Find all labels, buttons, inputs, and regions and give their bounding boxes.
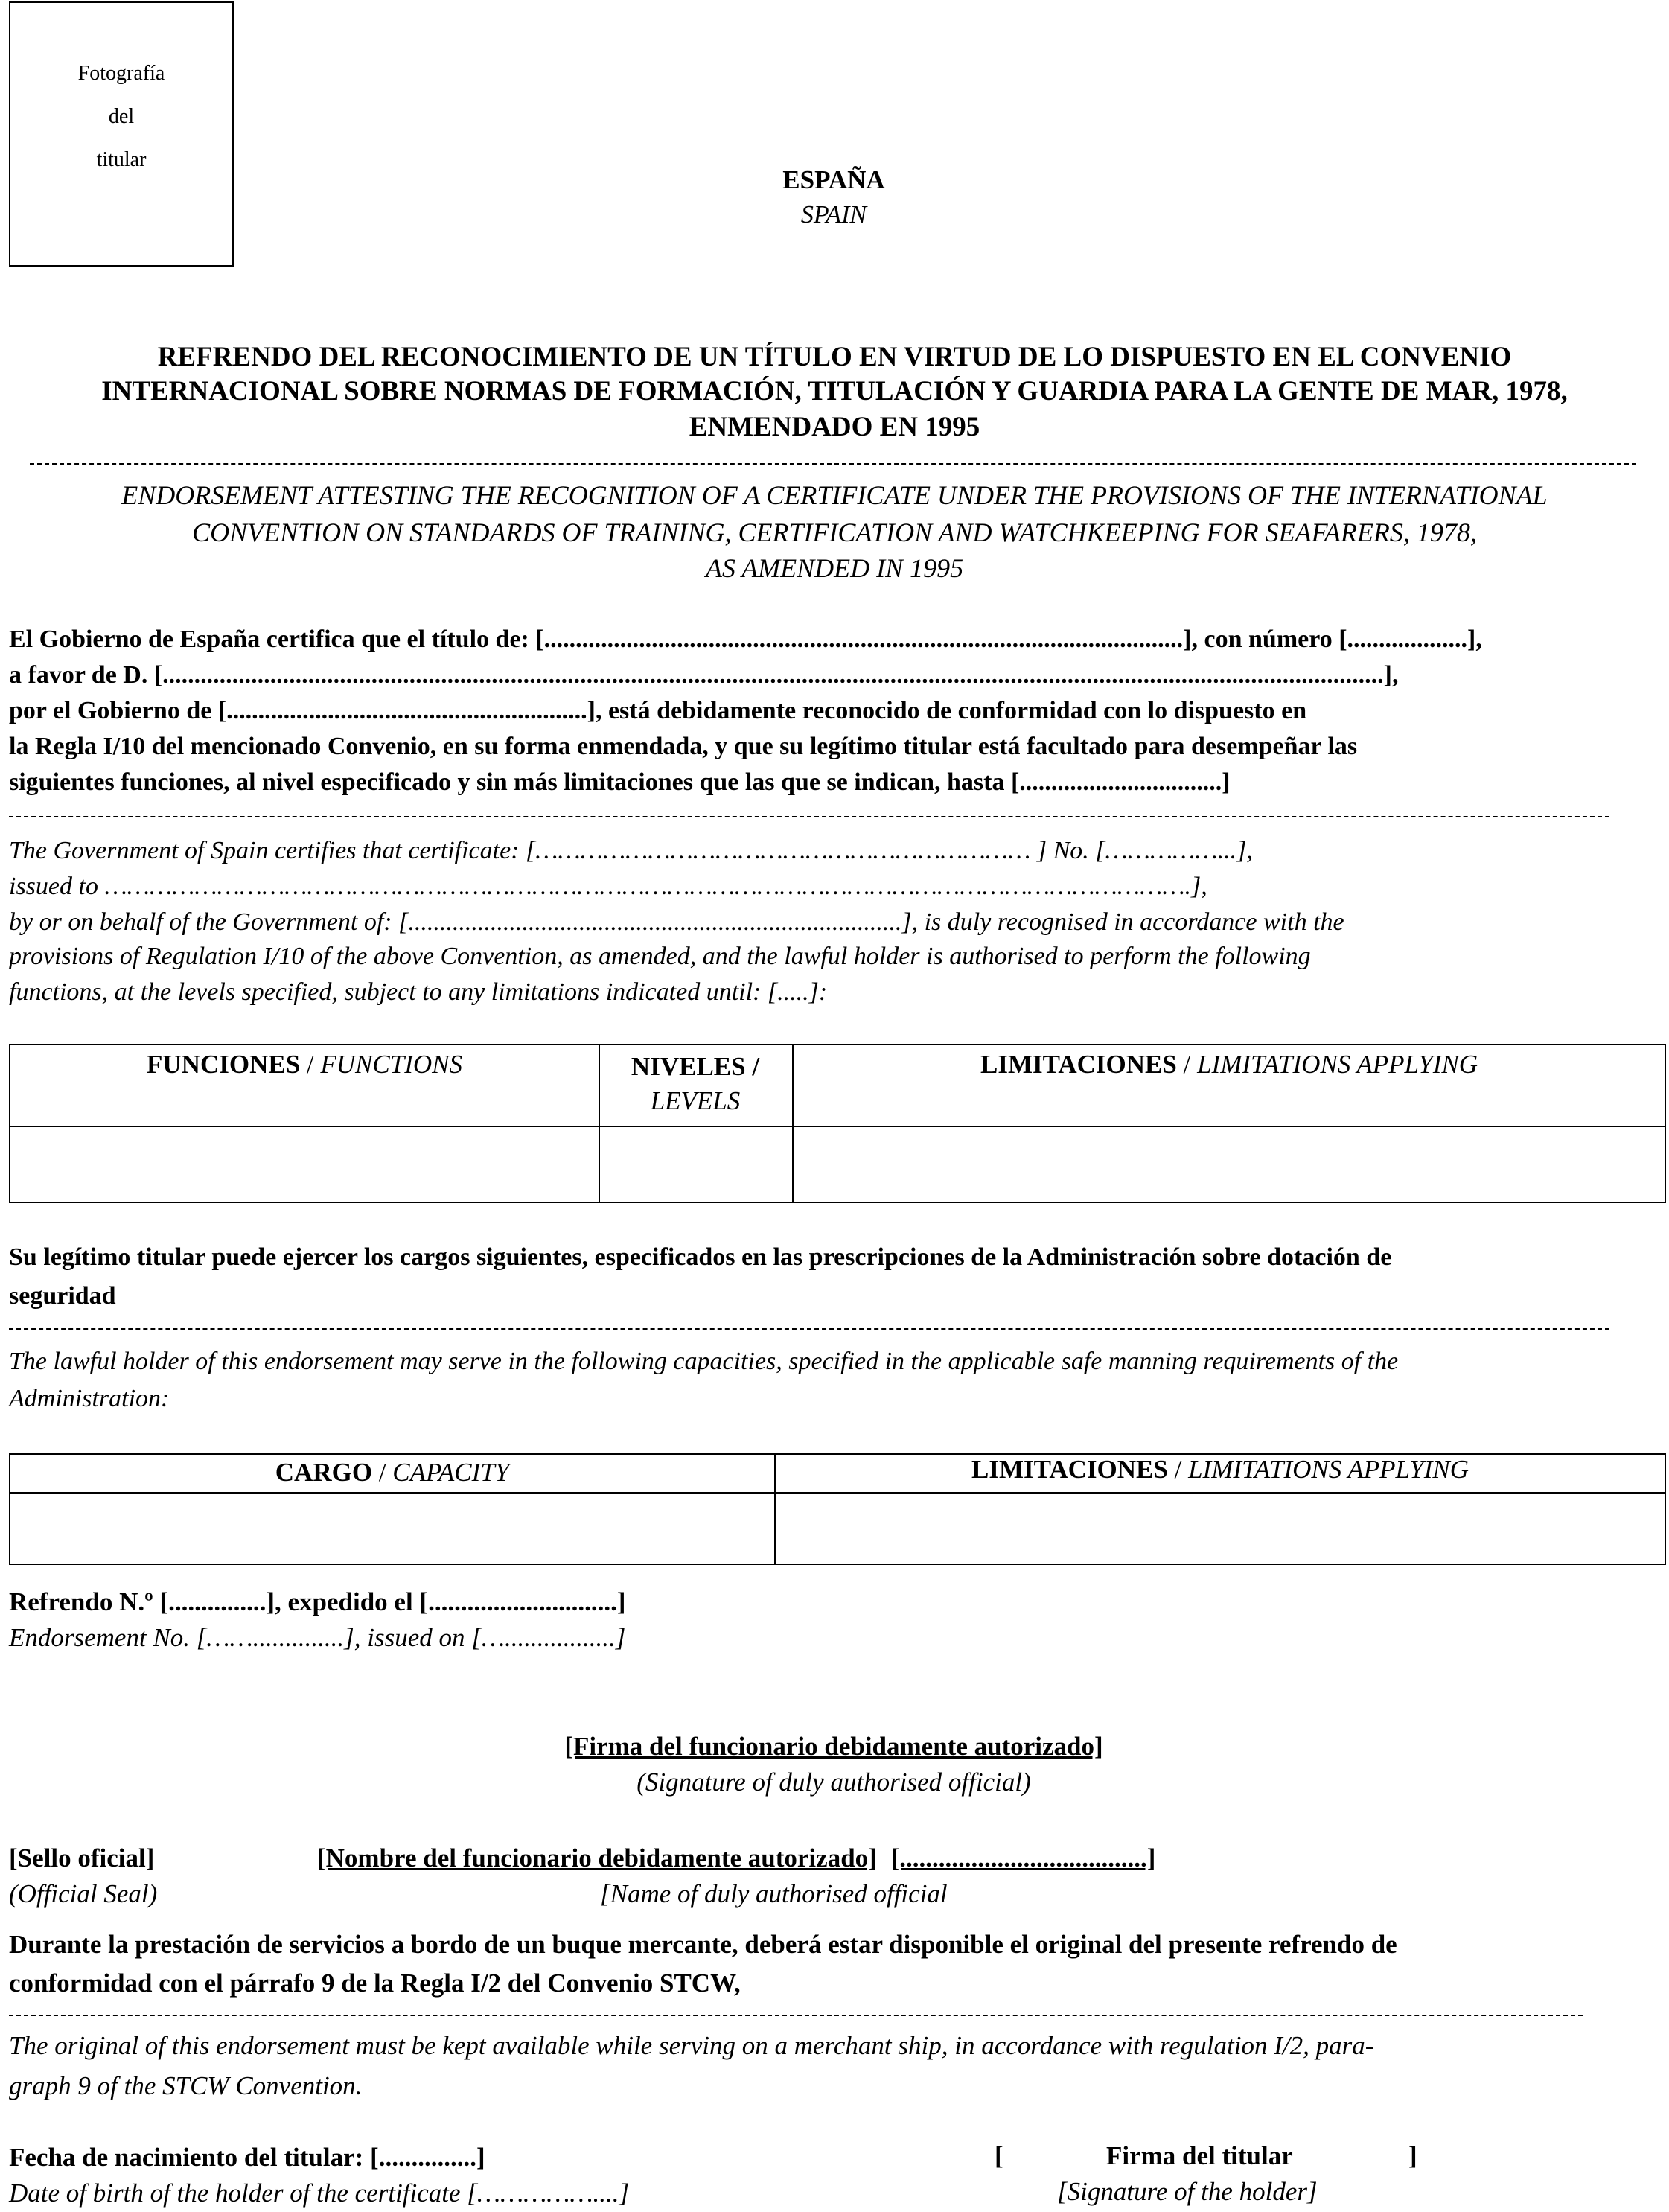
capacity-table bbox=[9, 1453, 1666, 1565]
photo-label-line2: del bbox=[108, 105, 135, 128]
capacity-limitations-header: LIMITACIONES / LIMITATIONS APPLYING bbox=[971, 1455, 1469, 1484]
divider bbox=[30, 463, 1636, 465]
notice-en-line1: The original of this endorsement must be kept available while serving on a merchant ship, in accordance with regulation I/2, para- bbox=[9, 2031, 1374, 2060]
capacity-header-en: CAPACITY bbox=[392, 1458, 510, 1487]
notice-es-line1: Durante la prestación de servicios a bordo de un buque mercante, deberá estar disponible el original del presente refrendo de bbox=[9, 1930, 1397, 1959]
holder-signature-es: Firma del titular bbox=[1106, 2141, 1293, 2170]
official-seal-en: (Official Seal) bbox=[9, 1879, 158, 1908]
cert-es-line3: por el Gobierno de [.........................................................], está debidamente reconocido de conformidad con lo dispuesto en bbox=[9, 697, 1307, 724]
capacity-limitations-header-en: LIMITATIONS APPLYING bbox=[1188, 1455, 1469, 1484]
title-es-line3: ENMENDADO EN 1995 bbox=[689, 412, 980, 442]
official-name-es: [Nombre del funcionario debidamente autorizado] [......................................] bbox=[317, 1843, 1156, 1872]
official-signature-es: [Firma del funcionario debidamente autorizado] bbox=[564, 1732, 1103, 1761]
title-en-line1: ENDORSEMENT ATTESTING THE RECOGNITION OF A CERTIFICATE UNDER THE PROVISIONS OF THE INTERNATIONAL bbox=[121, 480, 1548, 510]
divider bbox=[9, 2015, 1583, 2016]
cert-es-line4: la Regla I/10 del mencionado Convenio, en su forma enmendada, y que su legítimo titular está facultado para desempeñar las bbox=[9, 733, 1358, 760]
official-signature-en: (Signature of duly authorised official) bbox=[636, 1768, 1031, 1797]
levels-cell[interactable] bbox=[600, 1127, 791, 1202]
capacity-limitations-header-es: LIMITACIONES bbox=[971, 1455, 1168, 1484]
country-en: SPAIN bbox=[800, 201, 867, 229]
title-en-line2: CONVENTION ON STANDARDS OF TRAINING, CERTIFICATION AND WATCHKEEPING FOR SEAFARERS, 1978, bbox=[192, 517, 1477, 547]
photo-label-line1: Fotografía bbox=[77, 62, 165, 85]
photo-label-line3: titular bbox=[96, 148, 147, 171]
cert-en-line2: issued to ……………………………………………………………………………………………………………………………….], bbox=[9, 873, 1207, 900]
functions-header-en: FUNCTIONS bbox=[320, 1050, 462, 1079]
functions-header: FUNCIONES / FUNCTIONS bbox=[147, 1050, 462, 1079]
functions-cell[interactable] bbox=[12, 1127, 597, 1202]
capacity-es-line1: Su legítimo titular puede ejercer los cargos siguientes, especificados en las prescripciones de la Administración sobre dotación de bbox=[9, 1243, 1392, 1271]
limitations-header: LIMITACIONES / LIMITATIONS APPLYING bbox=[980, 1050, 1478, 1079]
levels-header-es: NIVELES / bbox=[631, 1052, 760, 1081]
holder-signature-en: [Signature of the holder] bbox=[1057, 2177, 1318, 2206]
limitations-header-en: LIMITATIONS APPLYING bbox=[1197, 1050, 1478, 1079]
capacity-header: CARGO / CAPACITY bbox=[275, 1458, 510, 1487]
cert-es-line5: siguientes funciones, al nivel especificado y sin más limitaciones que las que se indican, hasta [................................] bbox=[9, 768, 1231, 796]
capacity-en-line1: The lawful holder of this endorsement may serve in the following capacities, specified in the applicable safe manning requirements of the bbox=[9, 1348, 1399, 1375]
official-seal-es: [Sello oficial] bbox=[9, 1843, 155, 1872]
capacity-es-line2: seguridad bbox=[9, 1282, 116, 1310]
divider bbox=[9, 1328, 1609, 1330]
cert-en-line5: functions, at the levels specified, subject to any limitations indicated until: [.....]: bbox=[9, 978, 828, 1006]
title-en-line3: AS AMENDED IN 1995 bbox=[705, 553, 964, 583]
endorsement-es: Refrendo N.º [...............], expedido el [.............................] bbox=[9, 1587, 626, 1616]
title-es-line2: INTERNACIONAL SOBRE NORMAS DE FORMACIÓN, TITULACIÓN Y GUARDIA PARA LA GENTE DE MAR, 1978, bbox=[101, 376, 1568, 407]
functions-header-es: FUNCIONES bbox=[147, 1050, 301, 1079]
capacity-cell[interactable] bbox=[12, 1494, 773, 1564]
country-es: ESPAÑA bbox=[782, 165, 885, 194]
holder-signature-bracket-open: [ bbox=[995, 2141, 1003, 2170]
birth-date-es: Fecha de nacimiento del titular: [...............] bbox=[9, 2143, 485, 2172]
functions-table bbox=[9, 1044, 1666, 1203]
notice-en-line2: graph 9 of the STCW Convention. bbox=[9, 2071, 363, 2100]
divider bbox=[9, 816, 1609, 817]
levels-header-en: LEVELS bbox=[650, 1086, 741, 1115]
cert-en-line4: provisions of Regulation I/10 of the above Convention, as amended, and the lawful holder is authorised to perform the following bbox=[9, 943, 1311, 970]
endorsement-en: Endorsement No. [……..............], issued on [….................] bbox=[9, 1623, 626, 1652]
limitations-header-es: LIMITACIONES bbox=[980, 1050, 1177, 1079]
capacity-en-line2: Administration: bbox=[9, 1385, 170, 1412]
official-name-en: [Name of duly authorised official bbox=[600, 1879, 948, 1908]
cert-es-line2: a favor de D. [.................................................................................................................................................................................................], bbox=[9, 661, 1399, 689]
capacity-header-es: CARGO bbox=[275, 1458, 373, 1487]
cert-en-line1: The Government of Spain certifies that certificate: [………………………………………………………… ] No. [……………...], bbox=[9, 837, 1253, 864]
cert-en-line3: by or on behalf of the Government of: [..............................................................................], is duly recognised in accordance with the bbox=[9, 908, 1344, 936]
cert-es-line1: El Gobierno de España certifica que el título de: [.....................................................................................................], con número [...................], bbox=[9, 625, 1482, 653]
official-name-field: [......................................] bbox=[890, 1843, 1156, 1872]
title-es-line1: REFRENDO DEL RECONOCIMIENTO DE UN TÍTULO EN VIRTUD DE LO DISPUESTO EN EL CONVENIO bbox=[157, 342, 1512, 372]
notice-es-line2: conformidad con el párrafo 9 de la Regla I/2 del Convenio STCW, bbox=[9, 1969, 741, 1998]
holder-signature-bracket-close: ] bbox=[1408, 2141, 1417, 2170]
levels-header bbox=[599, 1050, 792, 1118]
limitations-cell[interactable] bbox=[794, 1127, 1665, 1202]
photo-placeholder-box bbox=[9, 1, 234, 267]
capacity-limitations-cell[interactable] bbox=[776, 1494, 1665, 1564]
birth-date-en: Date of birth of the holder of the certificate [……………....] bbox=[9, 2178, 630, 2208]
